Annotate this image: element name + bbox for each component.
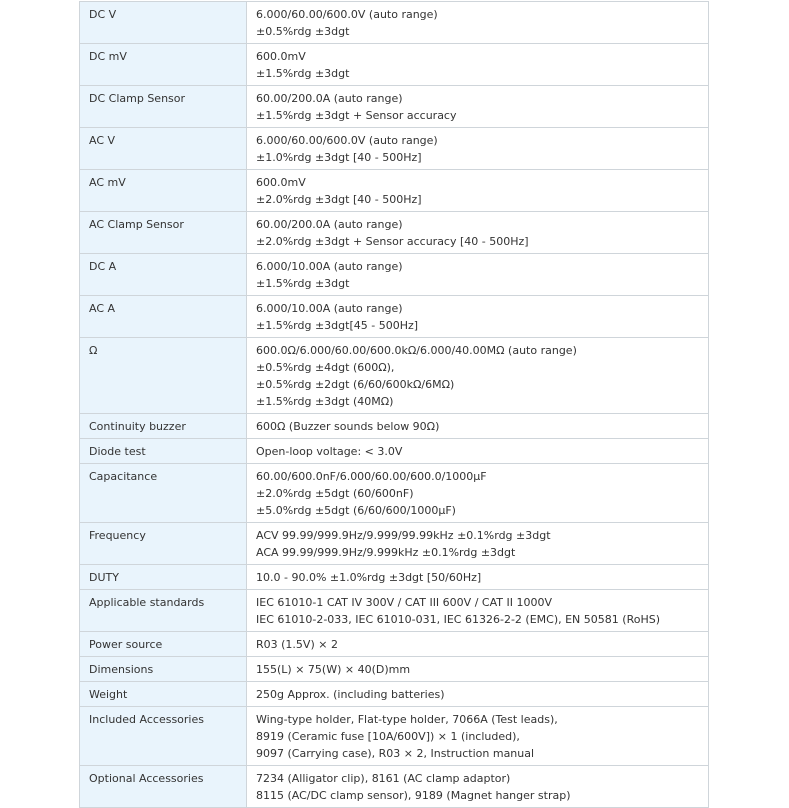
spec-row xyxy=(80,2,709,44)
spec-value-line: ±0.5%rdg ±4dgt (600Ω), xyxy=(256,361,395,374)
spec-value xyxy=(247,254,709,296)
spec-value xyxy=(247,439,709,464)
spec-value xyxy=(247,296,709,338)
spec-value-line: 250g Approx. (including batteries) xyxy=(256,688,445,701)
spec-label: Capacitance xyxy=(80,464,247,523)
spec-row xyxy=(80,565,709,590)
spec-value-line: 8115 (AC/DC clamp sensor), 9189 (Magnet hanger strap) xyxy=(256,789,571,802)
spec-row xyxy=(80,254,709,296)
spec-value xyxy=(247,2,709,44)
spec-value xyxy=(247,565,709,590)
spec-row xyxy=(80,439,709,464)
spec-value xyxy=(247,414,709,439)
spec-value-line: ±1.5%rdg ±3dgt xyxy=(256,67,350,80)
spec-label: DC mV xyxy=(80,44,247,86)
spec-value xyxy=(247,707,709,766)
spec-value-line: ±1.5%rdg ±3dgt + Sensor accuracy xyxy=(256,109,457,122)
spec-row xyxy=(80,766,709,808)
spec-value xyxy=(247,212,709,254)
spec-row xyxy=(80,128,709,170)
spec-value-line: 60.00/600.0nF/6.000/60.00/600.0/1000μF xyxy=(256,470,487,483)
spec-value-line: ±5.0%rdg ±5dgt (6/60/600/1000μF) xyxy=(256,504,456,517)
spec-label: AC mV xyxy=(80,170,247,212)
spec-value-line: ±2.0%rdg ±5dgt (60/600nF) xyxy=(256,487,414,500)
spec-row xyxy=(80,44,709,86)
spec-row xyxy=(80,464,709,523)
spec-value xyxy=(247,86,709,128)
spec-row xyxy=(80,682,709,707)
spec-row xyxy=(80,296,709,338)
spec-value-line: 6.000/10.00A (auto range) xyxy=(256,302,403,315)
spec-value xyxy=(247,682,709,707)
spec-row xyxy=(80,414,709,439)
spec-value-line: IEC 61010-2-033, IEC 61010-031, IEC 61326-2-2 (EMC), EN 50581 (RoHS) xyxy=(256,613,660,626)
spec-label: Optional Accessories xyxy=(80,766,247,808)
spec-value-line: ±2.0%rdg ±3dgt + Sensor accuracy [40 - 500Hz] xyxy=(256,235,529,248)
spec-row xyxy=(80,632,709,657)
spec-value-line: ±1.5%rdg ±3dgt[45 - 500Hz] xyxy=(256,319,419,332)
spec-value-line: 7234 (Alligator clip), 8161 (AC clamp adaptor) xyxy=(256,772,511,785)
spec-label: AC V xyxy=(80,128,247,170)
spec-value xyxy=(247,338,709,414)
spec-value-line: R03 (1.5V) × 2 xyxy=(256,638,338,651)
spec-label: AC Clamp Sensor xyxy=(80,212,247,254)
spec-value-line: Wing-type holder, Flat-type holder, 7066A (Test leads), xyxy=(256,713,558,726)
spec-value-line: 600.0mV xyxy=(256,176,306,189)
spec-value-line: 6.000/60.00/600.0V (auto range) xyxy=(256,134,438,147)
spec-row xyxy=(80,657,709,682)
spec-value-line: 10.0 - 90.0% ±1.0%rdg ±3dgt [50/60Hz] xyxy=(256,571,482,584)
spec-row xyxy=(80,86,709,128)
spec-value-line: ACA 99.99/999.9Hz/9.999kHz ±0.1%rdg ±3dgt xyxy=(256,546,516,559)
specifications-body xyxy=(80,2,709,808)
spec-label: DC A xyxy=(80,254,247,296)
spec-value-line: 6.000/10.00A (auto range) xyxy=(256,260,403,273)
spec-label: DC V xyxy=(80,2,247,44)
spec-value-line: 600.0mV xyxy=(256,50,306,63)
spec-label: Weight xyxy=(80,682,247,707)
spec-value xyxy=(247,44,709,86)
spec-value-line: ±1.5%rdg ±3dgt (40MΩ) xyxy=(256,395,394,408)
spec-value-line: ±0.5%rdg ±2dgt (6/60/600kΩ/6MΩ) xyxy=(256,378,455,391)
spec-value-line: 60.00/200.0A (auto range) xyxy=(256,218,403,231)
spec-row xyxy=(80,170,709,212)
spec-value-line: IEC 61010-1 CAT IV 300V / CAT III 600V / CAT II 1000V xyxy=(256,596,552,609)
spec-label: Continuity buzzer xyxy=(80,414,247,439)
spec-value-line: ±2.0%rdg ±3dgt [40 - 500Hz] xyxy=(256,193,422,206)
spec-label: Applicable standards xyxy=(80,590,247,632)
spec-value-line: 6.000/60.00/600.0V (auto range) xyxy=(256,8,438,21)
spec-value xyxy=(247,632,709,657)
spec-value xyxy=(247,766,709,808)
spec-label: AC A xyxy=(80,296,247,338)
spec-label: Frequency xyxy=(80,523,247,565)
spec-row xyxy=(80,590,709,632)
spec-row xyxy=(80,212,709,254)
spec-value xyxy=(247,523,709,565)
spec-label: DC Clamp Sensor xyxy=(80,86,247,128)
specifications-table xyxy=(79,1,709,808)
spec-value xyxy=(247,170,709,212)
spec-value-line: 600Ω (Buzzer sounds below 90Ω) xyxy=(256,420,440,433)
spec-label: Ω xyxy=(80,338,247,414)
spec-value xyxy=(247,657,709,682)
spec-value-line: 60.00/200.0A (auto range) xyxy=(256,92,403,105)
spec-value-line: ±1.5%rdg ±3dgt xyxy=(256,277,350,290)
spec-label: Included Accessories xyxy=(80,707,247,766)
spec-value-line: 8919 (Ceramic fuse [10A/600V]) × 1 (included), xyxy=(256,730,520,743)
spec-value-line: Open-loop voltage: < 3.0V xyxy=(256,445,403,458)
spec-value xyxy=(247,128,709,170)
spec-value-line: 600.0Ω/6.000/60.00/600.0kΩ/6.000/40.00MΩ (auto range) xyxy=(256,344,577,357)
spec-value-line: 9097 (Carrying case), R03 × 2, Instruction manual xyxy=(256,747,535,760)
spec-label: Power source xyxy=(80,632,247,657)
spec-value xyxy=(247,464,709,523)
spec-value xyxy=(247,590,709,632)
spec-value-line: ACV 99.99/999.9Hz/9.999/99.99kHz ±0.1%rdg ±3dgt xyxy=(256,529,551,542)
spec-value-line: ±0.5%rdg ±3dgt xyxy=(256,25,350,38)
spec-label: Diode test xyxy=(80,439,247,464)
spec-row xyxy=(80,707,709,766)
spec-label: DUTY xyxy=(80,565,247,590)
spec-value-line: ±1.0%rdg ±3dgt [40 - 500Hz] xyxy=(256,151,422,164)
spec-value-line: 155(L) × 75(W) × 40(D)mm xyxy=(256,663,411,676)
spec-row xyxy=(80,338,709,414)
spec-row xyxy=(80,523,709,565)
spec-label: Dimensions xyxy=(80,657,247,682)
